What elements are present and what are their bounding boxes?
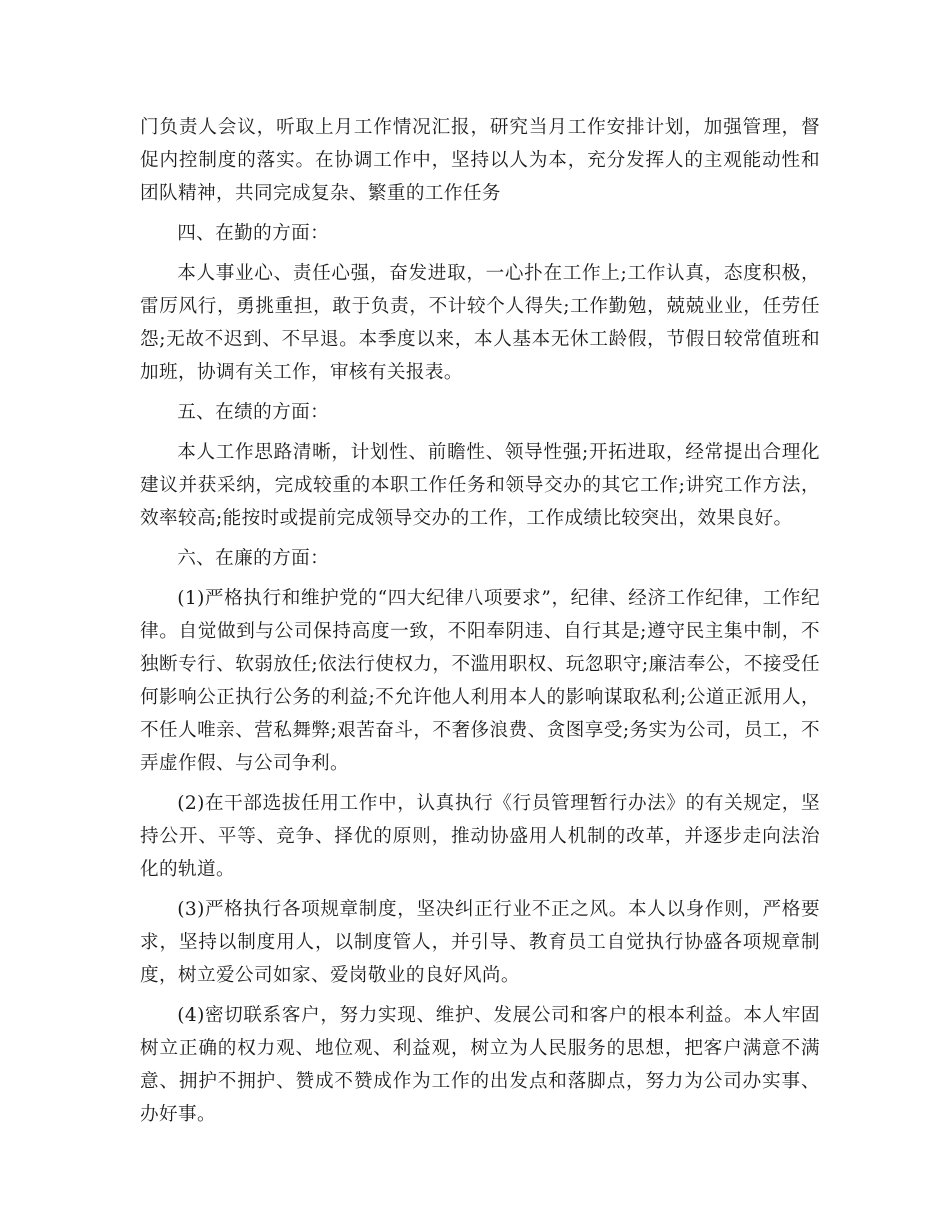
paragraph-integrity-1: (1)严格执行和维护党的“四大纪律八项要求”，纪律、经济工作纪律，工作纪律。自觉做到与公司保持高度一致，不阳奉阴违、自行其是;遵守民主集中制，不独断专行、软弱放任;依法行使权力，不滥用职权、玩忽职守;廉洁奉公，不接受任何影响公正执行公务的利益;不允许他人利用本人的影响谋取私利;公道正派用人，不任人唯亲、营私舞弊;艰苦奋斗，不奢侈浪费、贪图享受;务实为公司，员工，不弄虚作假、与公司争利。 [140,588,820,774]
paragraph-diligence: 本人事业心、责任心强，奋发进取，一心扑在工作上;工作认真，态度积极，雷厉风行，勇挑重担，敢于负责，不计较个人得失;工作勤勉，兢兢业业，任劳任怨;无故不迟到、不早退。本季度以来，本人基本无休工龄假，节假日较常值班和加班，协调有关工作，审核有关报表。 [140,263,820,383]
paragraph-performance: 本人工作思路清晰，计划性、前瞻性、领导性强;开拓进取，经常提出合理化建议并获采纳，完成较重的本职工作任务和领导交办的其它工作;讲究工作方法，效率较高;能按时或提前完成领导交办的工作，工作成绩比较突出，效果良好。 [140,442,820,529]
section-heading-performance: 五、在绩的方面： [177,402,330,423]
paragraph-integrity-2: (2)在干部选拔任用工作中，认真执行《行员管理暂行办法》的有关规定，坚持公开、平等、竞争、择优的原则，推动协盛用人机制的改革，并逐步走向法治化的轨道。 [140,793,820,880]
section-heading-integrity: 六、在廉的方面： [177,548,330,569]
section-heading-diligence: 四、在勤的方面： [177,223,330,244]
document-body [140,111,820,1138]
paragraph-integrity-3: (3)严格执行各项规章制度，坚决纠正行业不正之风。本人以身作则，严格要求，坚持以制度用人，以制度管人，并引导、教育员工自觉执行协盛各项规章制度，树立爱公司如家、爱岗敬业的良好风尚。 [140,899,820,986]
paragraph-integrity-4: (4)密切联系客户，努力实现、维护、发展公司和客户的根本利益。本人牢固树立正确的权力观、地位观、利益观，树立为人民服务的思想，把客户满意不满意、拥护不拥护、赞成不赞成作为工作的出发点和落脚点，努力为公司办实事、办好事。 [140,1005,820,1125]
paragraph-continuation: 门负责人会议，听取上月工作情况汇报，研究当月工作安排计划，加强管理，督促内控制度的落实。在协调工作中，坚持以人为本，充分发挥人的主观能动性和团队精神，共同完成复杂、繁重的工作任务 [140,117,820,204]
